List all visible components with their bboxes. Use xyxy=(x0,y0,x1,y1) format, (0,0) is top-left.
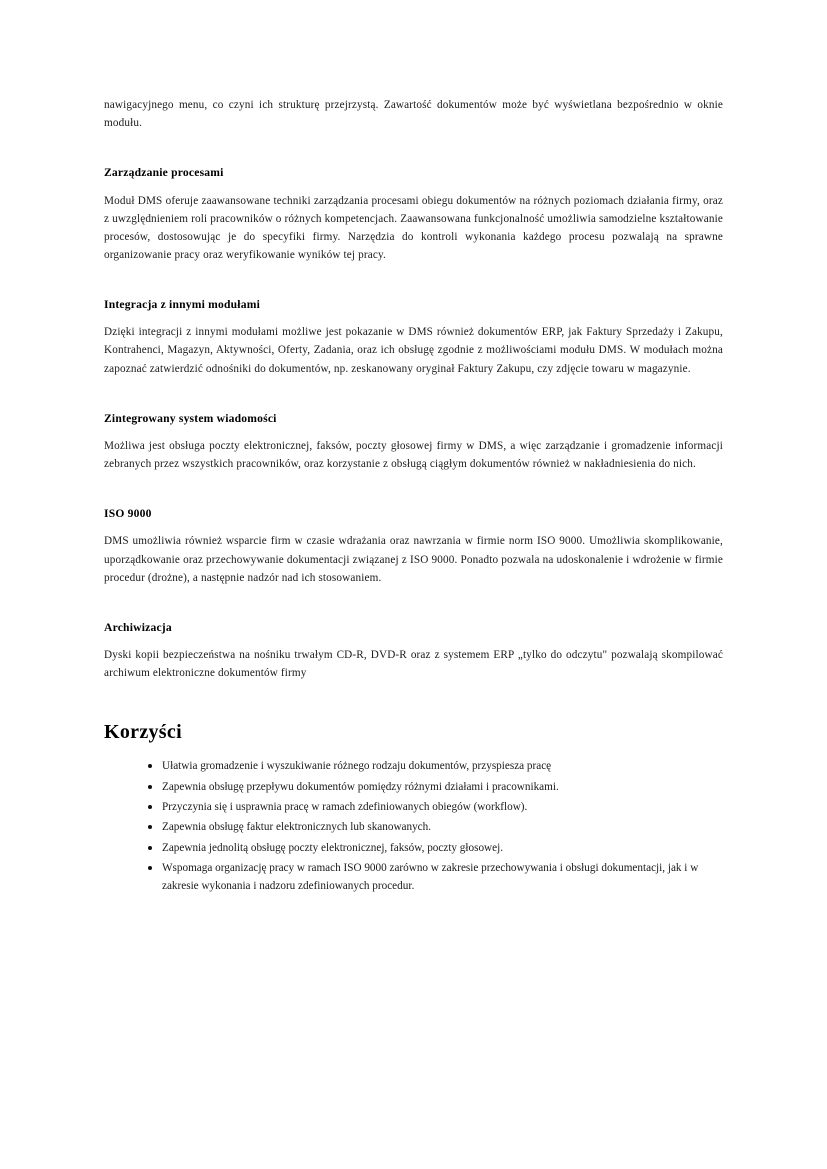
heading-integracja-z-innymi-modulami: Integracja z innymi modułami xyxy=(104,298,260,312)
paragraph-iso-9000: DMS umożliwia również wsparcie firm w czasie wdrażania oraz nawrzania w firmie norm ISO 9000. Umożliwia skomplikowanie, uporządkowanie oraz przechowywanie dokumentacji związanej z ISO 9000. Ponadto pozwala na udoskonalenie i wdrożenie w firmie procedur (drożne), a następnie nadzór nad ich stosowaniem. xyxy=(104,535,723,584)
list-item: Zapewnia obsługę przepływu dokumentów pomiędzy różnymi działami i pracownikami. xyxy=(148,779,723,796)
paragraph-zarzadzanie-procesami: Moduł DMS oferuje zaawansowane techniki zarządzania procesami obiegu dokumentów na różnych poziomach działania firmy, oraz z uwzględnieniem roli pracowników o różnych kompetencjach. Zaawansowana funkcjonalność umożliwia samodzielne kształtowanie procesów, dostosowując je do specyfiki firmy. Narzędzia do kontroli wykonania każdego procesu pozwalają na sprawne organizowanie pracy oraz weryfikowanie wyników tej pracy. xyxy=(104,194,723,261)
list-item: Ułatwia gromadzenie i wyszukiwanie różnego rodzaju dokumentów, przyspiesza pracę xyxy=(148,758,723,775)
paragraph-zarzadzanie-procesami-block xyxy=(104,192,723,265)
paragraph-system-wiadomosci: Możliwa jest obsługa poczty elektronicznej, faksów, poczty głosowej firmy w DMS, a więc zarządzanie i gromadzenie informacji zebranych przez wszystkich pracowników, oraz korzystanie z obsługą ciągłym dokumentów również w nakładniesienia do nich. xyxy=(104,439,723,471)
paragraph-iso-9000-block xyxy=(104,532,723,586)
heading-archiwizacja: Archiwizacja xyxy=(104,620,172,634)
spacer xyxy=(104,149,723,165)
benefits-list xyxy=(104,758,723,895)
spacer xyxy=(104,281,723,297)
list-item: Przyczynia się i usprawnia pracę w ramach zdefiniowanych obiegów (workflow). xyxy=(148,799,723,816)
benefits-heading: Korzyści xyxy=(104,721,182,744)
list-item: Zapewnia obsługę faktur elektronicznych lub skanowanych. xyxy=(148,819,723,836)
intro-paragraph: nawigacyjnego menu, co czyni ich strukturę przejrzystą. Zawartość dokumentów może być wyświetlana bezpośrednio w oknie modułu. xyxy=(104,99,723,130)
list-item: Wspomaga organizację pracy w ramach ISO 9000 zarówno w zakresie przechowywania i obsługi dokumentacji, jak i w zakresie wykonania i nadzoru zdefiniowanych procedur. xyxy=(148,860,723,895)
spacer xyxy=(104,490,723,506)
paragraph-integracja: Dzięki integracji z innymi modułami możliwe jest pokazanie w DMS również dokumentów ERP, jak Faktury Sprzedaży i Zakupu, Kontrahenci, Magazyn, Aktywności, Oferty, Zadania, oraz ich obsługę zgodnie z możliwościami modułu DMS. W modułach można zapoznać zatwierdzić odnośniki do dokumentów, np. zeskanowany oryginał Faktury Zakupu, czy zdjęcie towaru w magazynie. xyxy=(104,326,723,375)
list-item: Zapewnia jednolitą obsługę poczty elektronicznej, faksów, poczty głosowej. xyxy=(148,840,723,857)
paragraph-archiwizacja: Dyski kopii bezpieczeństwa na nośniku trwałym CD-R, DVD-R oraz z systemem ERP „tylko do odczytu" pozwalają skompilować archiwum elektroniczne dokumentów firmy xyxy=(104,649,723,680)
intro-paragraph-block xyxy=(104,96,723,132)
paragraph-archiwizacja-block xyxy=(104,646,723,682)
heading-zarzadzanie-procesami: Zarządzanie procesami xyxy=(104,166,224,180)
spacer xyxy=(104,395,723,411)
heading-iso-9000: ISO 9000 xyxy=(104,507,152,521)
document-body xyxy=(104,96,723,895)
spacer xyxy=(104,604,723,620)
spacer xyxy=(104,699,723,721)
paragraph-system-wiadomosci-block xyxy=(104,437,723,473)
heading-zintegrowany-system-wiadomosci: Zintegrowany system wiadomości xyxy=(104,411,277,425)
paragraph-integracja-block xyxy=(104,323,723,377)
